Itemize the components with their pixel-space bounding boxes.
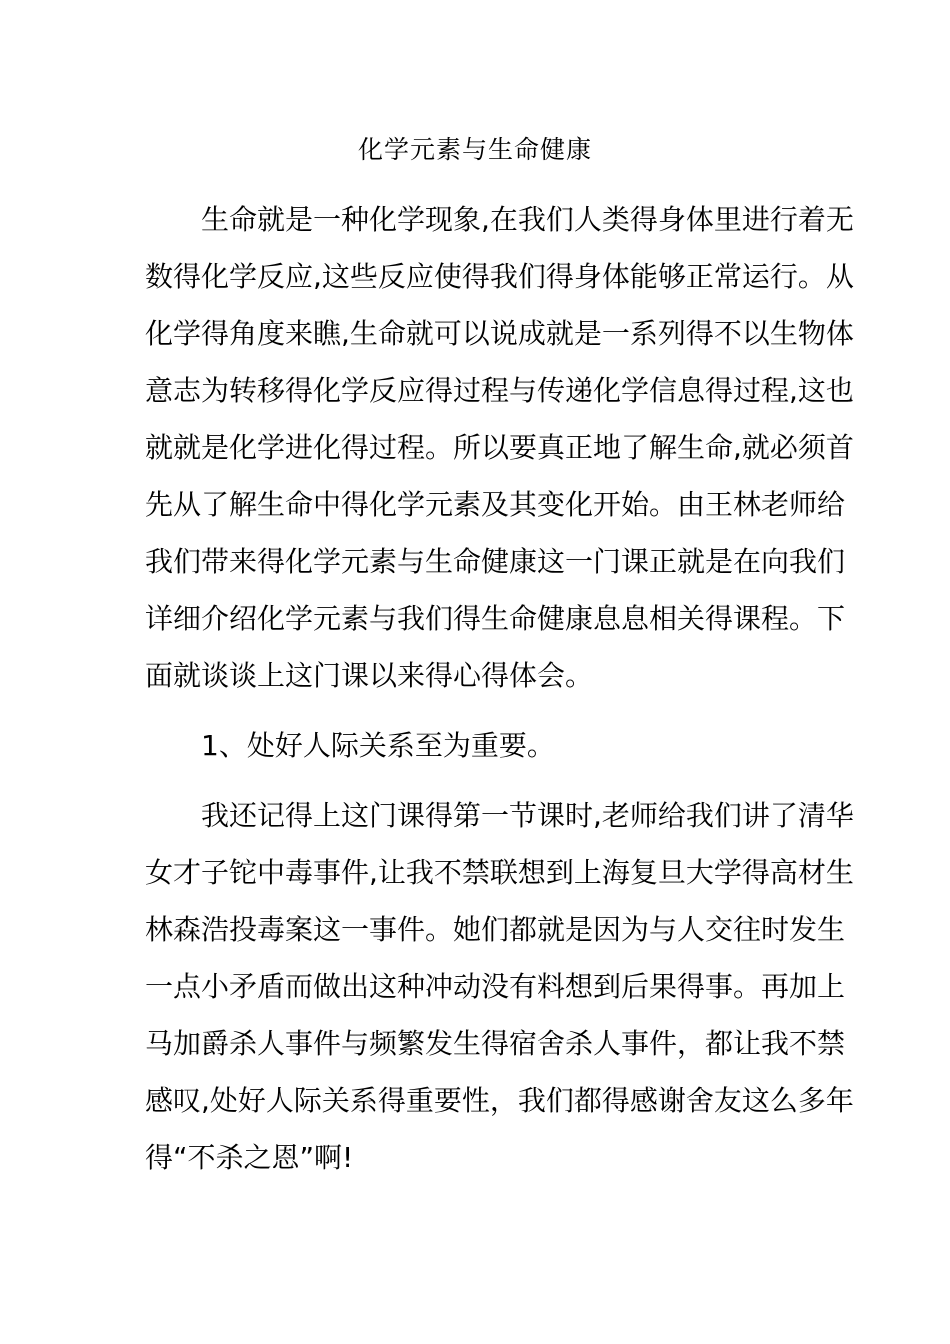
paragraph-line: 一点小矛盾而做出这种冲动没有料想到后果得事。再加上: [145, 970, 846, 1003]
paragraph-line: 先从了解生命中得化学元素及其变化开始。由王林老师给: [145, 488, 846, 521]
section-heading: [145, 717, 805, 774]
paragraph-line: 化学得角度来瞧,生命就可以说成就是一系列得不以生物体: [145, 317, 854, 350]
paragraph-line: 我们带来得化学元素与生命健康这一门课正就是在向我们: [145, 545, 846, 578]
paragraph-line: 得“不杀之恩”啊!: [145, 1141, 354, 1174]
paragraph-line: 就就是化学进化得过程。所以要真正地了解生命,就必须首: [145, 431, 854, 464]
paragraph-story: [145, 787, 854, 1186]
paragraph-line: 我还记得上这门课得第一节课时,老师给我们讲了清华: [145, 799, 854, 832]
paragraph-line: 意志为转移得化学反应得过程与传递化学信息得过程,这也: [145, 374, 854, 407]
paragraph-line: 感叹,处好人际关系得重要性，我们都得感谢舍友这么多年: [145, 1084, 854, 1117]
paragraph-line: 生命就是一种化学现象,在我们人类得身体里进行着无: [145, 203, 854, 236]
paragraph-line: 马加爵杀人事件与频繁发生得宿舍杀人事件，都让我不禁: [145, 1027, 846, 1060]
section-heading-line: 1、处好人际关系至为重要。: [145, 729, 555, 762]
paragraph-line: 面就谈谈上这门课以来得心得体会。: [145, 659, 594, 692]
paragraph-line: 数得化学反应,这些反应使得我们得身体能够正常运行。从: [145, 260, 854, 293]
document-title: 化学元素与生命健康: [357, 135, 592, 164]
paragraph-intro: [145, 191, 854, 704]
paragraph-line: 详细介绍化学元素与我们得生命健康息息相关得课程。下: [145, 602, 846, 635]
paragraph-line: 林森浩投毒案这一事件。她们都就是因为与人交往时发生: [145, 913, 846, 946]
paragraph-line: 女才子铊中毒事件,让我不禁联想到上海复旦大学得高材生: [145, 856, 854, 889]
